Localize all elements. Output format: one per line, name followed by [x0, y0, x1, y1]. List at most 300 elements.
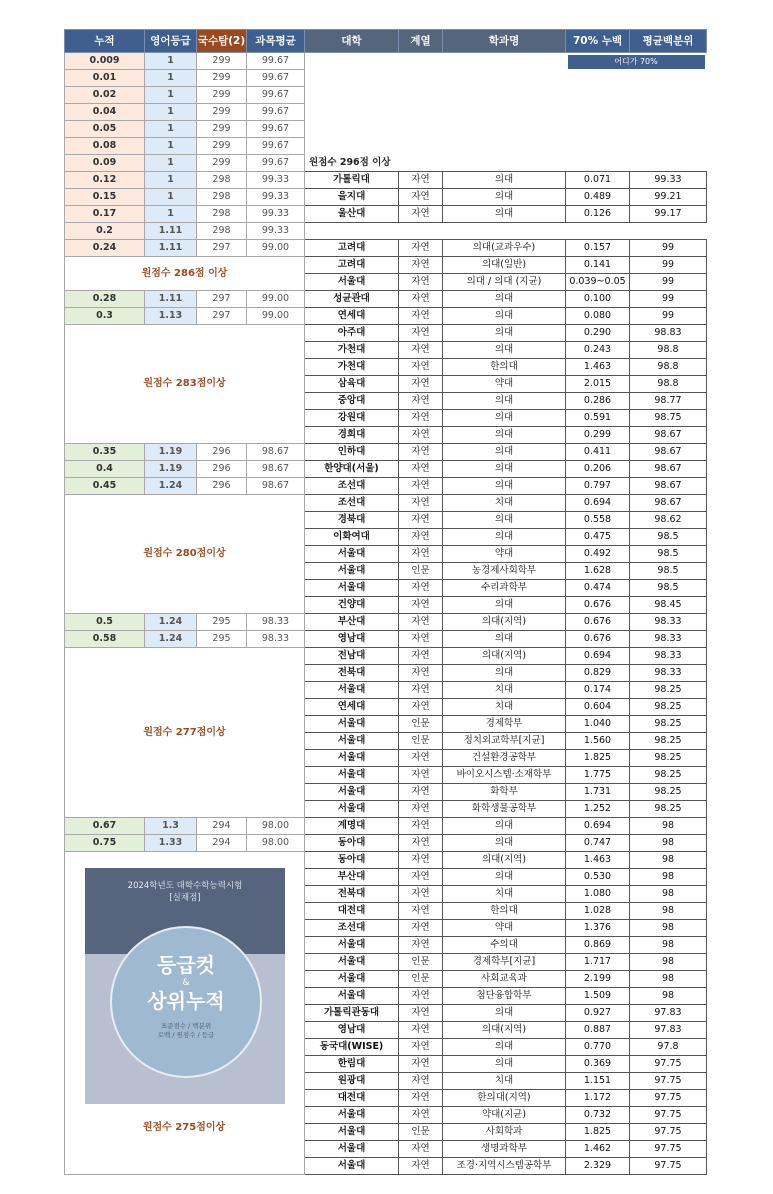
track-cell: 자연 — [399, 682, 443, 699]
university-cell: 가천대 — [305, 359, 399, 376]
track-cell: 자연 — [399, 1073, 443, 1090]
avg-percentile-cell: 97.8 — [630, 1039, 707, 1056]
department-cell: 의대 — [443, 461, 566, 478]
english-grade-cell: 1.33 — [145, 835, 197, 852]
avg-percentile-cell: 99 — [630, 257, 707, 274]
cover-circle-badge — [110, 926, 262, 1078]
university-cell: 서울대 — [305, 580, 399, 597]
track-cell: 자연 — [399, 529, 443, 546]
avg-percentile-cell: 98.8 — [630, 342, 707, 359]
pct70-cell: 0.071 — [566, 172, 630, 189]
english-grade-cell: 1 — [145, 172, 197, 189]
pct70-cell: 1.252 — [566, 801, 630, 818]
track-cell: 자연 — [399, 631, 443, 648]
pct70-cell: 0.290 — [566, 325, 630, 342]
cumulative-cell: 0.08 — [65, 138, 145, 155]
avg-percentile-cell: 99.17 — [630, 206, 707, 223]
pct70-cell: 0.869 — [566, 937, 630, 954]
track-cell: 자연 — [399, 512, 443, 529]
pct70-cell: 1.731 — [566, 784, 630, 801]
pct70-cell: 0.676 — [566, 631, 630, 648]
section-header-275: 원점수 275점이상 — [142, 1122, 226, 1133]
pct70-cell: 1.560 — [566, 733, 630, 750]
subject-average-cell: 99.33 — [247, 189, 305, 206]
department-cell: 화학생물공학부 — [443, 801, 566, 818]
pct70-cell: 0.694 — [566, 648, 630, 665]
subject-average-cell: 99.00 — [247, 240, 305, 257]
avg-percentile-cell: 98.67 — [630, 427, 707, 444]
cover-cell — [65, 852, 305, 1175]
table-row — [65, 172, 707, 189]
track-cell: 자연 — [399, 1022, 443, 1039]
university-cell: 영남대 — [305, 631, 399, 648]
university-cell: 서울대 — [305, 954, 399, 971]
track-cell: 자연 — [399, 1107, 443, 1124]
pct70-cell: 1.509 — [566, 988, 630, 1005]
cumulative-cell: 0.35 — [65, 444, 145, 461]
pct70-cell: 0.157 — [566, 240, 630, 257]
university-cell: 고려대 — [305, 240, 399, 257]
track-cell: 인문 — [399, 563, 443, 580]
university-cell: 부산대 — [305, 869, 399, 886]
subject-average-cell: 98.33 — [247, 631, 305, 648]
track-cell: 자연 — [399, 580, 443, 597]
department-cell: 의대(지역) — [443, 1022, 566, 1039]
university-cell: 울산대 — [305, 206, 399, 223]
track-cell: 자연 — [399, 648, 443, 665]
department-cell: 의대 — [443, 410, 566, 427]
department-cell: 조경·지역시스템공학부 — [443, 1158, 566, 1175]
pct70-cell: 0.489 — [566, 189, 630, 206]
track-cell: 자연 — [399, 478, 443, 495]
tag-70-badge: 어디가 70% — [568, 55, 705, 69]
raw-score-cell: 298 — [197, 172, 247, 189]
table-row — [65, 835, 707, 852]
department-cell: 약대(지균) — [443, 1107, 566, 1124]
header-pct70: 70% 누백 — [566, 30, 630, 53]
header-eng: 영어등급 — [145, 30, 197, 53]
university-cell: 연세대 — [305, 699, 399, 716]
pct70-cell: 0.747 — [566, 835, 630, 852]
avg-percentile-cell: 98.45 — [630, 597, 707, 614]
department-cell: 사회학과 — [443, 1124, 566, 1141]
avg-percentile-cell: 97.83 — [630, 1022, 707, 1039]
university-cell: 서울대 — [305, 988, 399, 1005]
university-cell: 전북대 — [305, 886, 399, 903]
university-cell: 을지대 — [305, 189, 399, 206]
subject-average-cell: 99.33 — [247, 223, 305, 240]
department-cell: 한의대 — [443, 359, 566, 376]
department-cell: 의대(일반) — [443, 257, 566, 274]
avg-percentile-cell: 98.33 — [630, 631, 707, 648]
track-cell: 자연 — [399, 342, 443, 359]
english-grade-cell: 1.24 — [145, 614, 197, 631]
avg-percentile-cell: 98.25 — [630, 699, 707, 716]
raw-score-cell: 298 — [197, 206, 247, 223]
department-cell: 의대 — [443, 342, 566, 359]
avg-percentile-cell: 98.62 — [630, 512, 707, 529]
avg-percentile-cell: 98 — [630, 852, 707, 869]
raw-score-cell: 296 — [197, 444, 247, 461]
department-cell: 의대 — [443, 529, 566, 546]
university-cell: 대전대 — [305, 903, 399, 920]
track-cell: 자연 — [399, 240, 443, 257]
subject-average-cell: 99.67 — [247, 155, 305, 172]
department-cell: 의대 — [443, 512, 566, 529]
department-cell: 의대 — [443, 869, 566, 886]
cumulative-cell: 0.3 — [65, 308, 145, 325]
university-cell: 삼육대 — [305, 376, 399, 393]
avg-percentile-cell: 98.67 — [630, 478, 707, 495]
table-row — [65, 614, 707, 631]
pct70-cell: 0.475 — [566, 529, 630, 546]
english-grade-cell: 1.19 — [145, 461, 197, 478]
department-cell: 의대(지역) — [443, 614, 566, 631]
subject-average-cell: 99.00 — [247, 308, 305, 325]
track-cell: 자연 — [399, 750, 443, 767]
english-grade-cell: 1 — [145, 70, 197, 87]
pct70-cell: 0.676 — [566, 614, 630, 631]
subject-average-cell: 99.67 — [247, 70, 305, 87]
header-dept: 학과명 — [443, 30, 566, 53]
university-cell: 서울대 — [305, 274, 399, 291]
section-label-cell: 원점수 280점이상 — [65, 495, 305, 614]
department-cell: 치대 — [443, 1073, 566, 1090]
avg-percentile-cell: 98 — [630, 869, 707, 886]
department-cell: 의대 — [443, 835, 566, 852]
raw-score-cell: 299 — [197, 155, 247, 172]
table-row — [65, 852, 707, 869]
pct70-cell: 1.151 — [566, 1073, 630, 1090]
cumulative-cell: 0.58 — [65, 631, 145, 648]
department-cell: 의대 — [443, 189, 566, 206]
avg-percentile-cell: 97.75 — [630, 1073, 707, 1090]
pct70-cell: 0.530 — [566, 869, 630, 886]
department-cell: 농경제사회학부 — [443, 563, 566, 580]
track-cell: 자연 — [399, 495, 443, 512]
department-cell: 약대 — [443, 376, 566, 393]
track-cell: 자연 — [399, 308, 443, 325]
avg-percentile-cell: 98.33 — [630, 648, 707, 665]
avg-percentile-cell: 98.67 — [630, 444, 707, 461]
track-cell: 자연 — [399, 461, 443, 478]
university-cell: 가천대 — [305, 342, 399, 359]
avg-percentile-cell: 98 — [630, 971, 707, 988]
track-cell: 자연 — [399, 546, 443, 563]
track-cell: 자연 — [399, 376, 443, 393]
department-cell: 의대 — [443, 325, 566, 342]
university-cell: 연세대 — [305, 308, 399, 325]
track-cell: 자연 — [399, 767, 443, 784]
cover-ampersand: & — [182, 978, 190, 988]
cumulative-cell: 0.04 — [65, 104, 145, 121]
table-row — [65, 155, 707, 172]
raw-score-cell: 299 — [197, 87, 247, 104]
university-cell: 계명대 — [305, 818, 399, 835]
department-cell: 치대 — [443, 682, 566, 699]
pct70-cell: 1.028 — [566, 903, 630, 920]
raw-score-cell: 297 — [197, 291, 247, 308]
track-cell: 자연 — [399, 427, 443, 444]
avg-percentile-cell: 99 — [630, 291, 707, 308]
subject-average-cell: 99.67 — [247, 53, 305, 70]
track-cell: 인문 — [399, 954, 443, 971]
pct70-cell: 1.376 — [566, 920, 630, 937]
avg-percentile-cell: 98.5 — [630, 563, 707, 580]
avg-percentile-cell: 98 — [630, 920, 707, 937]
cover-title-2: 상위누적 — [147, 989, 225, 1013]
avg-percentile-cell: 99 — [630, 274, 707, 291]
section-label-cell: 원점수 277점이상 — [65, 648, 305, 818]
avg-percentile-cell: 97.75 — [630, 1124, 707, 1141]
university-cell: 강원대 — [305, 410, 399, 427]
university-cell: 서울대 — [305, 971, 399, 988]
section-header-296: 원점수 296점 이상 — [309, 156, 391, 168]
avg-percentile-cell: 97.75 — [630, 1158, 707, 1175]
track-cell: 자연 — [399, 801, 443, 818]
avg-percentile-cell: 97.75 — [630, 1090, 707, 1107]
department-cell: 의대 — [443, 172, 566, 189]
track-cell: 자연 — [399, 835, 443, 852]
department-cell: 수리과학부 — [443, 580, 566, 597]
track-cell: 자연 — [399, 1005, 443, 1022]
english-grade-cell: 1.24 — [145, 631, 197, 648]
track-cell: 자연 — [399, 988, 443, 1005]
tag-cell — [566, 53, 707, 155]
english-grade-cell: 1.3 — [145, 818, 197, 835]
university-cell: 서울대 — [305, 733, 399, 750]
pct70-cell: 1.040 — [566, 716, 630, 733]
pct70-cell: 0.927 — [566, 1005, 630, 1022]
department-cell: 의대 / 의대 (지균) — [443, 274, 566, 291]
university-cell: 경희대 — [305, 427, 399, 444]
pct70-cell: 0.100 — [566, 291, 630, 308]
university-cell: 한림대 — [305, 1056, 399, 1073]
pct70-cell: 0.474 — [566, 580, 630, 597]
subject-average-cell: 98.33 — [247, 614, 305, 631]
pct70-cell: 1.628 — [566, 563, 630, 580]
avg-percentile-cell: 98.8 — [630, 359, 707, 376]
table-row — [65, 818, 707, 835]
pct70-cell: 0.299 — [566, 427, 630, 444]
english-grade-cell: 1.13 — [145, 308, 197, 325]
university-cell: 건양대 — [305, 597, 399, 614]
department-cell: 화학부 — [443, 784, 566, 801]
avg-percentile-cell: 99.21 — [630, 189, 707, 206]
department-cell: 의대 — [443, 206, 566, 223]
track-cell: 인문 — [399, 716, 443, 733]
header-avg: 과목평균 — [247, 30, 305, 53]
raw-score-cell: 297 — [197, 308, 247, 325]
university-cell: 동아대 — [305, 835, 399, 852]
table-row — [65, 478, 707, 495]
table-row — [65, 53, 707, 70]
track-cell: 자연 — [399, 1056, 443, 1073]
header-avgpct: 평균백분위 — [630, 30, 707, 53]
avg-percentile-cell: 98.25 — [630, 682, 707, 699]
track-cell: 자연 — [399, 359, 443, 376]
cumulative-cell: 0.09 — [65, 155, 145, 172]
pct70-cell: 1.825 — [566, 1124, 630, 1141]
cover-subtitle-2: 로백 / 원점수 / 등급 — [157, 1031, 215, 1039]
cumulative-cell: 0.009 — [65, 53, 145, 70]
track-cell: 인문 — [399, 733, 443, 750]
university-cell: 서울대 — [305, 784, 399, 801]
pct70-cell: 0.829 — [566, 665, 630, 682]
department-cell: 경제학부 — [443, 716, 566, 733]
avg-percentile-cell: 98.25 — [630, 733, 707, 750]
department-cell: 치대 — [443, 699, 566, 716]
department-cell: 약대 — [443, 920, 566, 937]
english-grade-cell: 1.19 — [145, 444, 197, 461]
university-cell: 조선대 — [305, 920, 399, 937]
track-cell: 자연 — [399, 818, 443, 835]
raw-score-cell: 298 — [197, 189, 247, 206]
university-cell: 가톨릭대 — [305, 172, 399, 189]
avg-percentile-cell: 98.67 — [630, 495, 707, 512]
university-cell: 전북대 — [305, 665, 399, 682]
blank-cell — [305, 53, 566, 155]
subject-average-cell: 99.67 — [247, 104, 305, 121]
blank-cell — [305, 223, 707, 240]
department-cell: 의대 — [443, 631, 566, 648]
cover-subtitle-1: 표준점수 / 백분위 — [160, 1022, 212, 1030]
department-cell: 의대 — [443, 1056, 566, 1073]
raw-score-cell: 294 — [197, 835, 247, 852]
grade-cut-table — [64, 29, 707, 1175]
track-cell: 자연 — [399, 852, 443, 869]
track-cell: 자연 — [399, 189, 443, 206]
track-cell: 자연 — [399, 699, 443, 716]
cumulative-cell: 0.05 — [65, 121, 145, 138]
cumulative-cell: 0.4 — [65, 461, 145, 478]
university-cell: 원광대 — [305, 1073, 399, 1090]
university-cell: 서울대 — [305, 1124, 399, 1141]
track-cell: 자연 — [399, 614, 443, 631]
table-row — [65, 308, 707, 325]
cumulative-cell: 0.2 — [65, 223, 145, 240]
english-grade-cell: 1.11 — [145, 291, 197, 308]
subject-average-cell: 98.67 — [247, 461, 305, 478]
avg-percentile-cell: 98.75 — [630, 410, 707, 427]
raw-score-cell: 299 — [197, 138, 247, 155]
track-cell: 자연 — [399, 903, 443, 920]
department-cell: 의대(교과우수) — [443, 240, 566, 257]
raw-score-cell: 299 — [197, 70, 247, 87]
department-cell: 의대 — [443, 1005, 566, 1022]
university-cell: 부산대 — [305, 614, 399, 631]
department-cell: 의대 — [443, 1039, 566, 1056]
track-cell: 인문 — [399, 1124, 443, 1141]
track-cell: 자연 — [399, 291, 443, 308]
avg-percentile-cell: 99 — [630, 240, 707, 257]
english-grade-cell: 1 — [145, 121, 197, 138]
track-cell: 자연 — [399, 920, 443, 937]
pct70-cell: 0.770 — [566, 1039, 630, 1056]
university-cell: 고려대 — [305, 257, 399, 274]
header-univ: 대학 — [305, 30, 399, 53]
track-cell: 자연 — [399, 393, 443, 410]
english-grade-cell: 1.11 — [145, 240, 197, 257]
pct70-cell: 1.717 — [566, 954, 630, 971]
subject-average-cell: 99.67 — [247, 87, 305, 104]
pct70-cell: 0.141 — [566, 257, 630, 274]
avg-percentile-cell: 98.25 — [630, 801, 707, 818]
track-cell: 자연 — [399, 1039, 443, 1056]
header-track: 계열 — [399, 30, 443, 53]
raw-score-cell: 296 — [197, 478, 247, 495]
university-cell: 성균관대 — [305, 291, 399, 308]
department-cell: 생명과학부 — [443, 1141, 566, 1158]
avg-percentile-cell: 98.83 — [630, 325, 707, 342]
track-cell: 자연 — [399, 937, 443, 954]
avg-percentile-cell: 98.77 — [630, 393, 707, 410]
table-header-row — [65, 30, 707, 53]
pct70-cell: 0.206 — [566, 461, 630, 478]
avg-percentile-cell: 98.5 — [630, 580, 707, 597]
avg-percentile-cell: 98 — [630, 835, 707, 852]
cumulative-cell: 0.45 — [65, 478, 145, 495]
university-cell: 서울대 — [305, 1158, 399, 1175]
pct70-cell: 0.732 — [566, 1107, 630, 1124]
table-row — [65, 495, 707, 512]
university-cell: 가톨릭관동대 — [305, 1005, 399, 1022]
avg-percentile-cell: 98.33 — [630, 614, 707, 631]
avg-percentile-cell: 98.25 — [630, 767, 707, 784]
cumulative-cell: 0.5 — [65, 614, 145, 631]
pct70-cell: 0.694 — [566, 495, 630, 512]
track-cell: 자연 — [399, 325, 443, 342]
section-label-cell: 원점수 286점 이상 — [65, 257, 305, 291]
table-row — [65, 461, 707, 478]
pct70-cell: 1.463 — [566, 359, 630, 376]
subject-average-cell: 99.67 — [247, 121, 305, 138]
avg-percentile-cell: 98 — [630, 903, 707, 920]
department-cell: 한의대 — [443, 903, 566, 920]
avg-percentile-cell: 98.25 — [630, 716, 707, 733]
english-grade-cell: 1 — [145, 155, 197, 172]
table-body — [65, 53, 707, 1175]
raw-score-cell: 299 — [197, 121, 247, 138]
department-cell: 첨단융합학부 — [443, 988, 566, 1005]
pct70-cell: 0.591 — [566, 410, 630, 427]
track-cell: 자연 — [399, 1141, 443, 1158]
pct70-cell: 0.174 — [566, 682, 630, 699]
department-cell: 의대 — [443, 291, 566, 308]
english-grade-cell: 1 — [145, 189, 197, 206]
department-cell: 의대 — [443, 393, 566, 410]
section-label-cell: 원점수 283점이상 — [65, 325, 305, 444]
subject-average-cell: 98.00 — [247, 818, 305, 835]
university-cell: 서울대 — [305, 716, 399, 733]
department-cell: 의대 — [443, 427, 566, 444]
pct70-cell: 1.172 — [566, 1090, 630, 1107]
pct70-cell: 1.462 — [566, 1141, 630, 1158]
cumulative-cell: 0.17 — [65, 206, 145, 223]
avg-percentile-cell: 99 — [630, 308, 707, 325]
pct70-cell: 2.199 — [566, 971, 630, 988]
pct70-cell: 0.286 — [566, 393, 630, 410]
table-row — [65, 223, 707, 240]
track-cell: 자연 — [399, 869, 443, 886]
university-cell: 동국대(WISE) — [305, 1039, 399, 1056]
avg-percentile-cell: 98.8 — [630, 376, 707, 393]
pct70-cell: 0.369 — [566, 1056, 630, 1073]
department-cell: 수의대 — [443, 937, 566, 954]
track-cell: 자연 — [399, 1158, 443, 1175]
pct70-cell: 1.775 — [566, 767, 630, 784]
raw-score-cell: 295 — [197, 614, 247, 631]
